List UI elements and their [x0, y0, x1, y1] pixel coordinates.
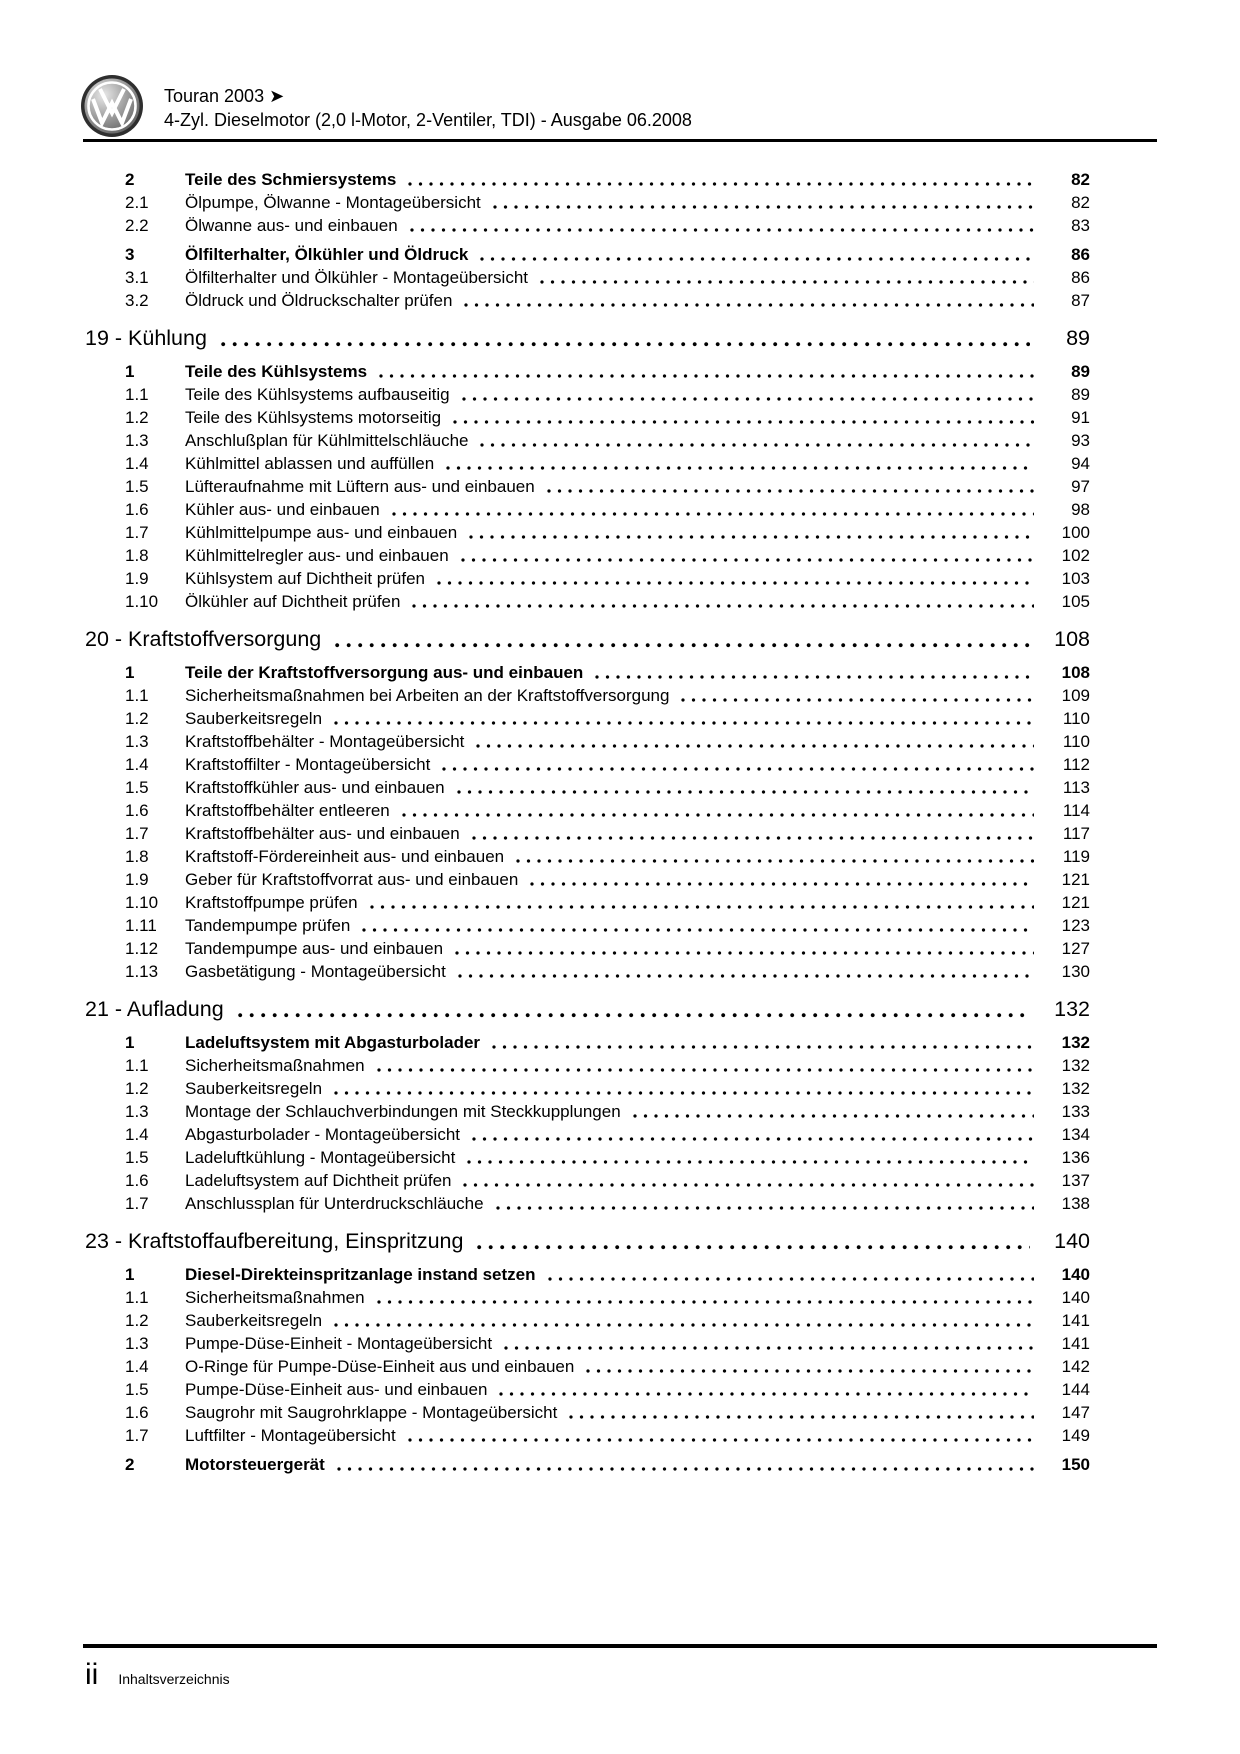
- entry-number: 1: [125, 1033, 135, 1052]
- toc-entry-row: [125, 1263, 1090, 1286]
- dot-leader: [469, 535, 1034, 539]
- entry-title: Ölkühler auf Dichtheit prüfen: [185, 592, 401, 611]
- entry-title: Teile des Kühlsystems: [185, 362, 368, 381]
- toc-entry-row: [125, 191, 1090, 214]
- entry-number: 1.5: [125, 1380, 149, 1399]
- entry-number: 1.8: [125, 546, 149, 565]
- header: [80, 74, 692, 138]
- dot-leader: [334, 721, 1034, 725]
- toc-entry-row: [125, 1424, 1090, 1447]
- toc-entry-row: [125, 406, 1090, 429]
- entry-page-number: 110: [1062, 732, 1090, 751]
- header-divider: [83, 139, 1157, 142]
- entry-number: 1.5: [125, 778, 149, 797]
- entry-title: Kraftstoff-Fördereinheit aus- und einbauen: [185, 847, 505, 866]
- toc-entry-row: [125, 937, 1090, 960]
- entry-page-number: 134: [1061, 1125, 1090, 1144]
- dot-leader: [457, 790, 1034, 794]
- entry-number: 1.9: [125, 870, 149, 889]
- dot-leader: [548, 1277, 1035, 1281]
- dot-leader: [547, 489, 1034, 493]
- toc-entry-row: [125, 1401, 1090, 1424]
- entry-title: Kühler aus- und einbauen: [185, 500, 380, 519]
- footer-section-label: Inhaltsverzeichnis: [118, 1671, 230, 1687]
- dot-leader: [377, 1300, 1034, 1304]
- entry-number: 1.10: [125, 592, 159, 611]
- entry-number: 1.5: [125, 1148, 149, 1167]
- dot-leader: [530, 882, 1034, 886]
- entry-title: Diesel-Direkteinspritzanlage instand setzen: [185, 1265, 536, 1284]
- chapter-title: 19 - Kühlung: [85, 326, 207, 350]
- entry-title: Kraftstoffbehälter - Montageübersicht: [185, 732, 465, 751]
- toc-entry-row: [125, 868, 1090, 891]
- entry-title: Teile des Schmiersystems: [185, 170, 397, 189]
- entry-number: 1.8: [125, 847, 149, 866]
- dot-leader: [370, 905, 1034, 909]
- entry-page-number: 144: [1061, 1380, 1090, 1399]
- entry-number: 1.1: [125, 1056, 149, 1075]
- entry-number: 2: [125, 1455, 135, 1474]
- entry-page-number: 105: [1061, 592, 1090, 611]
- dot-leader: [462, 397, 1034, 401]
- entry-title: Sicherheitsmaßnahmen: [185, 1288, 365, 1307]
- entry-number: 1.1: [125, 385, 149, 404]
- toc-chapter-row: [85, 323, 1090, 354]
- toc-entry-row: [125, 214, 1090, 237]
- entry-title: Teile des Kühlsystems aufbauseitig: [185, 385, 450, 404]
- toc-entry-row: [125, 1332, 1090, 1355]
- footer: [85, 1658, 230, 1692]
- entry-number: 1.4: [125, 454, 149, 473]
- entry-number: 1.11: [125, 916, 157, 935]
- entry-page-number: 123: [1061, 916, 1090, 935]
- toc-entry-row: [125, 776, 1090, 799]
- entry-page-number: 108: [1061, 663, 1090, 682]
- dot-leader: [633, 1114, 1034, 1118]
- entry-number: 1.3: [125, 1334, 149, 1353]
- dot-leader: [472, 1137, 1034, 1141]
- toc-entry-row: [125, 1286, 1090, 1309]
- chapter-title: 21 - Aufladung: [85, 997, 224, 1021]
- entry-page-number: 82: [1071, 170, 1090, 189]
- entry-page-number: 137: [1061, 1171, 1090, 1190]
- dot-leader: [408, 1438, 1034, 1442]
- entry-title: Ölfilterhalter und Ölkühler - Montageübersicht: [185, 268, 528, 287]
- entry-page-number: 133: [1061, 1102, 1090, 1121]
- chapter-title: 20 - Kraftstoffversorgung: [85, 627, 322, 651]
- dot-leader: [464, 303, 1034, 307]
- dot-leader: [595, 675, 1034, 679]
- toc-entry-row: [125, 243, 1090, 266]
- dot-leader: [334, 1091, 1034, 1095]
- dot-leader: [504, 1346, 1034, 1350]
- entry-page-number: 132: [1061, 1056, 1090, 1075]
- entry-number: 1.9: [125, 569, 149, 588]
- entry-title: Pumpe-Düse-Einheit aus- und einbauen: [185, 1380, 488, 1399]
- entry-number: 1.1: [125, 686, 149, 705]
- entry-page-number: 112: [1062, 755, 1090, 774]
- dot-leader: [476, 744, 1034, 748]
- toc-entry-row: [125, 168, 1090, 191]
- entry-page-number: 119: [1062, 847, 1090, 866]
- entry-number: 1.2: [125, 709, 149, 728]
- entry-title: Motorsteuergerät: [185, 1455, 325, 1474]
- entry-page-number: 110: [1062, 709, 1090, 728]
- entry-number: 1.13: [125, 962, 159, 981]
- header-subtitle-line: 4-Zyl. Dieselmotor (2,0 l-Motor, 2-Ventiler, TDI) - Ausgabe 06.2008: [164, 110, 692, 130]
- dot-leader: [410, 228, 1034, 232]
- dot-leader: [496, 1206, 1034, 1210]
- entry-title: Luftfilter - Montageübersicht: [185, 1426, 396, 1445]
- entry-number: 1.4: [125, 755, 149, 774]
- toc-entry-row: [125, 1453, 1090, 1476]
- entry-number: 1.5: [125, 477, 149, 496]
- entry-title: Kraftstoffilter - Montageübersicht: [185, 755, 431, 774]
- entry-title: Ladeluftkühlung - Montageübersicht: [185, 1148, 456, 1167]
- toc-entry-row: [125, 475, 1090, 498]
- table-of-contents: [85, 162, 1090, 1476]
- entry-number: 1.10: [125, 893, 159, 912]
- entry-number: 1.7: [125, 824, 149, 843]
- entry-number: 1.7: [125, 1426, 149, 1445]
- entry-page-number: 91: [1071, 408, 1090, 427]
- toc-entry-row: [125, 544, 1090, 567]
- toc-entry-row: [125, 799, 1090, 822]
- entry-title: Saugrohr mit Saugrohrklappe - Montageübersicht: [185, 1403, 558, 1422]
- toc-entry-row: [125, 1309, 1090, 1332]
- entry-page-number: 141: [1061, 1311, 1090, 1330]
- dot-leader: [586, 1369, 1034, 1373]
- chapter-page-number: 132: [1054, 997, 1090, 1021]
- toc-entry-row: [125, 383, 1090, 406]
- dot-leader: [453, 420, 1034, 424]
- toc-chapter-row: [85, 994, 1090, 1025]
- dot-leader: [461, 558, 1034, 562]
- entry-page-number: 83: [1071, 216, 1090, 235]
- entry-page-number: 121: [1061, 893, 1090, 912]
- toc-entry-row: [125, 1100, 1090, 1123]
- entry-page-number: 94: [1071, 454, 1090, 473]
- entry-page-number: 136: [1061, 1148, 1090, 1167]
- entry-title: Abgasturbolader - Montageübersicht: [185, 1125, 460, 1144]
- entry-page-number: 100: [1061, 523, 1090, 542]
- entry-page-number: 87: [1071, 291, 1090, 310]
- entry-number: 1.6: [125, 801, 149, 820]
- entry-number: 2: [125, 170, 135, 189]
- footer-page-number: ii: [85, 1658, 99, 1691]
- entry-page-number: 121: [1061, 870, 1090, 889]
- entry-number: 1.6: [125, 1171, 149, 1190]
- toc-entry-row: [125, 822, 1090, 845]
- entry-title: Anschlußplan für Kühlmittelschläuche: [185, 431, 469, 450]
- dot-leader: [362, 928, 1034, 932]
- entry-page-number: 140: [1061, 1265, 1090, 1284]
- entry-page-number: 150: [1061, 1455, 1090, 1474]
- dot-leader: [492, 1045, 1034, 1049]
- entry-title: Pumpe-Düse-Einheit - Montageübersicht: [185, 1334, 493, 1353]
- dot-leader: [516, 859, 1034, 863]
- toc-entry-row: [125, 753, 1090, 776]
- chapter-title: 23 - Kraftstoffaufbereitung, Einspritzung: [85, 1229, 464, 1253]
- dot-leader: [334, 1323, 1034, 1327]
- entry-number: 3: [125, 245, 135, 264]
- toc-entry-row: [125, 1054, 1090, 1077]
- entry-page-number: 132: [1061, 1079, 1090, 1098]
- entry-number: 1.4: [125, 1357, 149, 1376]
- entry-title: Montage der Schlauchverbindungen mit Steckkupplungen: [185, 1102, 621, 1121]
- entry-number: 2.2: [125, 216, 149, 235]
- toc-entry-row: [125, 1355, 1090, 1378]
- entry-page-number: 132: [1061, 1033, 1090, 1052]
- entry-title: Sauberkeitsregeln: [185, 709, 323, 728]
- entry-number: 1: [125, 362, 135, 381]
- entry-number: 3.1: [125, 268, 149, 287]
- entry-title: Teile der Kraftstoffversorgung aus- und einbauen: [185, 663, 584, 682]
- toc-chapter-row: [85, 624, 1090, 655]
- toc-chapter-row: [85, 1226, 1090, 1257]
- entry-page-number: 82: [1071, 193, 1090, 212]
- entry-title: O-Ringe für Pumpe-Düse-Einheit aus und einbauen: [185, 1357, 575, 1376]
- toc-entry-row: [125, 1077, 1090, 1100]
- entry-page-number: 141: [1061, 1334, 1090, 1353]
- entry-page-number: 86: [1071, 268, 1090, 287]
- toc-entry-row: [125, 1031, 1090, 1054]
- toc-entry-row: [125, 661, 1090, 684]
- dot-leader: [458, 974, 1034, 978]
- dot-leader: [437, 581, 1034, 585]
- entry-number: 1.2: [125, 1079, 149, 1098]
- entry-title: Kraftstoffbehälter entleeren: [185, 801, 390, 820]
- toc-entry-row: [125, 498, 1090, 521]
- entry-number: 1.2: [125, 1311, 149, 1330]
- entry-number: 1.1: [125, 1288, 149, 1307]
- dot-leader: [467, 1160, 1034, 1164]
- dot-leader: [463, 1183, 1034, 1187]
- dot-leader: [392, 512, 1034, 516]
- entry-page-number: 86: [1071, 245, 1090, 264]
- entry-number: 1.6: [125, 500, 149, 519]
- entry-number: 1: [125, 1265, 135, 1284]
- entry-page-number: 98: [1071, 500, 1090, 519]
- entry-page-number: 89: [1071, 385, 1090, 404]
- entry-title: Sicherheitsmaßnahmen bei Arbeiten an der Kraftstoffversorgung: [185, 686, 670, 705]
- dot-leader: [540, 280, 1034, 284]
- toc-entry-row: [125, 289, 1090, 312]
- entry-title: Tandempumpe aus- und einbauen: [185, 939, 444, 958]
- entry-title: Tandempumpe prüfen: [185, 916, 351, 935]
- entry-title: Kraftstoffbehälter aus- und einbauen: [185, 824, 460, 843]
- header-model-line: Touran 2003 ➤: [164, 86, 285, 106]
- entry-title: Kühlmittel ablassen und auffüllen: [185, 454, 435, 473]
- dot-leader: [408, 182, 1034, 186]
- footer-divider: [83, 1644, 1157, 1648]
- entry-page-number: 114: [1062, 801, 1090, 820]
- entry-title: Kraftstoffkühler aus- und einbauen: [185, 778, 445, 797]
- dot-leader: [238, 1013, 1030, 1018]
- dot-leader: [480, 257, 1034, 261]
- toc-entry-row: [125, 567, 1090, 590]
- entry-page-number: 149: [1061, 1426, 1090, 1445]
- entry-number: 1.3: [125, 1102, 149, 1121]
- dot-leader: [493, 205, 1034, 209]
- entry-number: 3.2: [125, 291, 149, 310]
- entry-page-number: 103: [1061, 569, 1090, 588]
- toc-entry-row: [125, 707, 1090, 730]
- dot-leader: [477, 1245, 1030, 1250]
- entry-page-number: 109: [1061, 686, 1090, 705]
- toc-entry-row: [125, 1123, 1090, 1146]
- entry-title: Ladeluftsystem mit Abgasturbolader: [185, 1033, 481, 1052]
- entry-page-number: 127: [1061, 939, 1090, 958]
- entry-number: 1.2: [125, 408, 149, 427]
- toc-entry-row: [125, 452, 1090, 475]
- entry-number: 1.6: [125, 1403, 149, 1422]
- dot-leader: [446, 466, 1034, 470]
- entry-title: Gasbetätigung - Montageübersicht: [185, 962, 446, 981]
- entry-page-number: 102: [1061, 546, 1090, 565]
- vw-logo-icon: [80, 74, 144, 138]
- entry-number: 1.3: [125, 431, 149, 450]
- entry-title: Kühlmittelregler aus- und einbauen: [185, 546, 449, 565]
- entry-number: 2.1: [125, 193, 149, 212]
- entry-title: Sicherheitsmaßnahmen: [185, 1056, 365, 1075]
- toc-entry-row: [125, 590, 1090, 613]
- toc-entry-row: [125, 845, 1090, 868]
- dot-leader: [455, 951, 1034, 955]
- toc-entry-row: [125, 429, 1090, 452]
- entry-title: Ölfilterhalter, Ölkühler und Öldruck: [185, 245, 469, 264]
- toc-entry-row: [125, 266, 1090, 289]
- chapter-page-number: 89: [1066, 326, 1090, 350]
- toc-entry-row: [125, 1169, 1090, 1192]
- entry-title: Geber für Kraftstoffvorrat aus- und einbauen: [185, 870, 519, 889]
- entry-title: Ölpumpe, Ölwanne - Montageübersicht: [185, 193, 481, 212]
- entry-title: Sauberkeitsregeln: [185, 1079, 323, 1098]
- entry-number: 1.7: [125, 523, 149, 542]
- entry-title: Ladeluftsystem auf Dichtheit prüfen: [185, 1171, 452, 1190]
- dot-leader: [337, 1467, 1034, 1471]
- dot-leader: [335, 643, 1030, 648]
- entry-page-number: 140: [1061, 1288, 1090, 1307]
- toc-entry-row: [125, 360, 1090, 383]
- entry-page-number: 113: [1062, 778, 1090, 797]
- entry-title: Anschlussplan für Unterdruckschläuche: [185, 1194, 484, 1213]
- dot-leader: [681, 698, 1034, 702]
- entry-number: 1.12: [125, 939, 159, 958]
- dot-leader: [402, 813, 1034, 817]
- toc-entry-row: [125, 684, 1090, 707]
- toc-entry-row: [125, 521, 1090, 544]
- dot-leader: [499, 1392, 1034, 1396]
- entry-page-number: 117: [1062, 824, 1090, 843]
- dot-leader: [569, 1415, 1034, 1419]
- toc-entry-row: [125, 891, 1090, 914]
- entry-number: 1.7: [125, 1194, 149, 1213]
- entry-title: Lüfteraufnahme mit Lüftern aus- und einbauen: [185, 477, 535, 496]
- entry-page-number: 142: [1061, 1357, 1090, 1376]
- entry-title: Sauberkeitsregeln: [185, 1311, 323, 1330]
- entry-page-number: 138: [1061, 1194, 1090, 1213]
- entry-title: Öldruck und Öldruckschalter prüfen: [185, 291, 453, 310]
- entry-number: 1.3: [125, 732, 149, 751]
- entry-number: 1: [125, 663, 135, 682]
- entry-title: Kühlsystem auf Dichtheit prüfen: [185, 569, 426, 588]
- toc-entry-row: [125, 1378, 1090, 1401]
- entry-page-number: 93: [1071, 431, 1090, 450]
- entry-page-number: 89: [1071, 362, 1090, 381]
- dot-leader: [442, 767, 1034, 771]
- dot-leader: [472, 836, 1034, 840]
- toc-entry-row: [125, 914, 1090, 937]
- chapter-page-number: 140: [1054, 1229, 1090, 1253]
- entry-page-number: 97: [1071, 477, 1090, 496]
- dot-leader: [412, 604, 1034, 608]
- chapter-page-number: 108: [1054, 627, 1090, 651]
- toc-entry-row: [125, 1192, 1090, 1215]
- entry-title: Kühlmittelpumpe aus- und einbauen: [185, 523, 458, 542]
- dot-leader: [379, 374, 1034, 378]
- entry-number: 1.4: [125, 1125, 149, 1144]
- entry-page-number: 130: [1061, 962, 1090, 981]
- entry-page-number: 147: [1061, 1403, 1090, 1422]
- entry-title: Kraftstoffpumpe prüfen: [185, 893, 358, 912]
- header-titles: [164, 74, 692, 138]
- entry-title: Teile des Kühlsystems motorseitig: [185, 408, 442, 427]
- toc-entry-row: [125, 1146, 1090, 1169]
- dot-leader: [480, 443, 1034, 447]
- entry-title: Ölwanne aus- und einbauen: [185, 216, 398, 235]
- dot-leader: [221, 342, 1030, 347]
- dot-leader: [377, 1068, 1034, 1072]
- toc-entry-row: [125, 960, 1090, 983]
- toc-entry-row: [125, 730, 1090, 753]
